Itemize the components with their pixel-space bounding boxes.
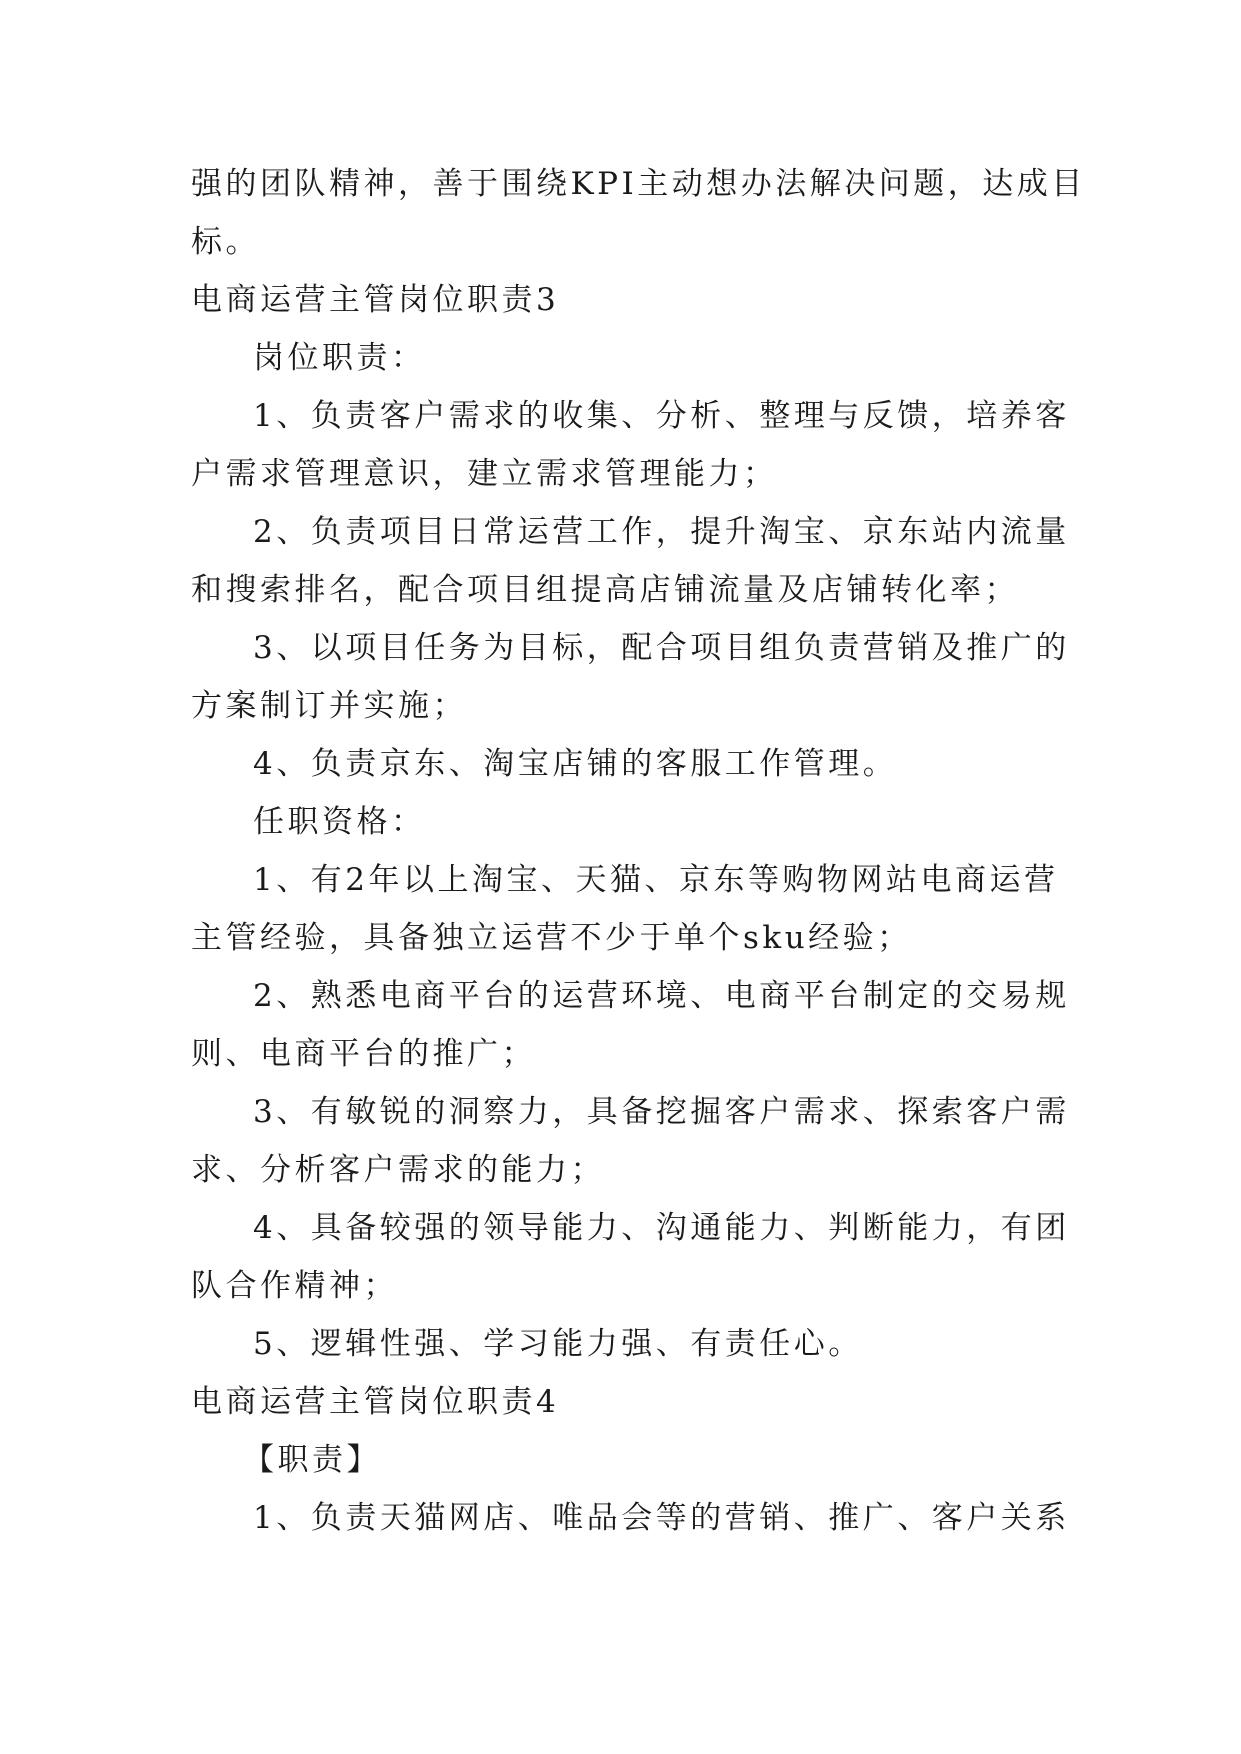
list-item-continuation: 队合作精神； [191, 1268, 398, 1304]
list-item: 1、负责天猫网店、唯品会等的营销、推广、客户关系 [253, 1500, 1070, 1536]
list-item: 3、以项目任务为目标，配合项目组负责营销及推广的 [253, 630, 1070, 666]
list-item-continuation: 户需求管理意识，建立需求管理能力； [191, 456, 778, 492]
section-heading: 电商运营主管岗位职责4 [191, 1384, 560, 1420]
subheading: 【职责】 [243, 1442, 381, 1478]
list-item-continuation: 主管经验，具备独立运营不少于单个sku经验； [191, 920, 912, 956]
list-item-continuation: 则、电商平台的推广； [191, 1036, 536, 1072]
section-heading: 电商运营主管岗位职责3 [191, 282, 560, 318]
list-item: 2、熟悉电商平台的运营环境、电商平台制定的交易规 [253, 978, 1070, 1014]
subheading: 岗位职责： [253, 340, 426, 376]
list-item-continuation: 和搜索排名，配合项目组提高店铺流量及店铺转化率； [191, 572, 1019, 608]
paragraph-line: 强的团队精神，善于围绕KPI主动想办法解决问题，达成目 [191, 166, 1086, 202]
document-page [191, 155, 1086, 1547]
list-item: 3、有敏锐的洞察力，具备挖掘客户需求、探索客户需 [253, 1094, 1070, 1130]
list-item: 1、负责客户需求的收集、分析、整理与反馈，培养客 [253, 398, 1070, 434]
subheading: 任职资格： [253, 804, 426, 840]
paragraph-line: 标。 [191, 224, 260, 260]
list-item: 1、有2年以上淘宝、天猫、京东等购物网站电商运营 [253, 862, 1059, 898]
list-item-continuation: 方案制订并实施； [191, 688, 467, 724]
list-item: 2、负责项目日常运营工作，提升淘宝、京东站内流量 [253, 514, 1070, 550]
list-item: 4、负责京东、淘宝店铺的客服工作管理。 [253, 746, 898, 782]
list-item: 4、具备较强的领导能力、沟通能力、判断能力，有团 [253, 1210, 1070, 1246]
list-item: 5、逻辑性强、学习能力强、有责任心。 [253, 1326, 863, 1362]
list-item-continuation: 求、分析客户需求的能力； [191, 1152, 605, 1188]
